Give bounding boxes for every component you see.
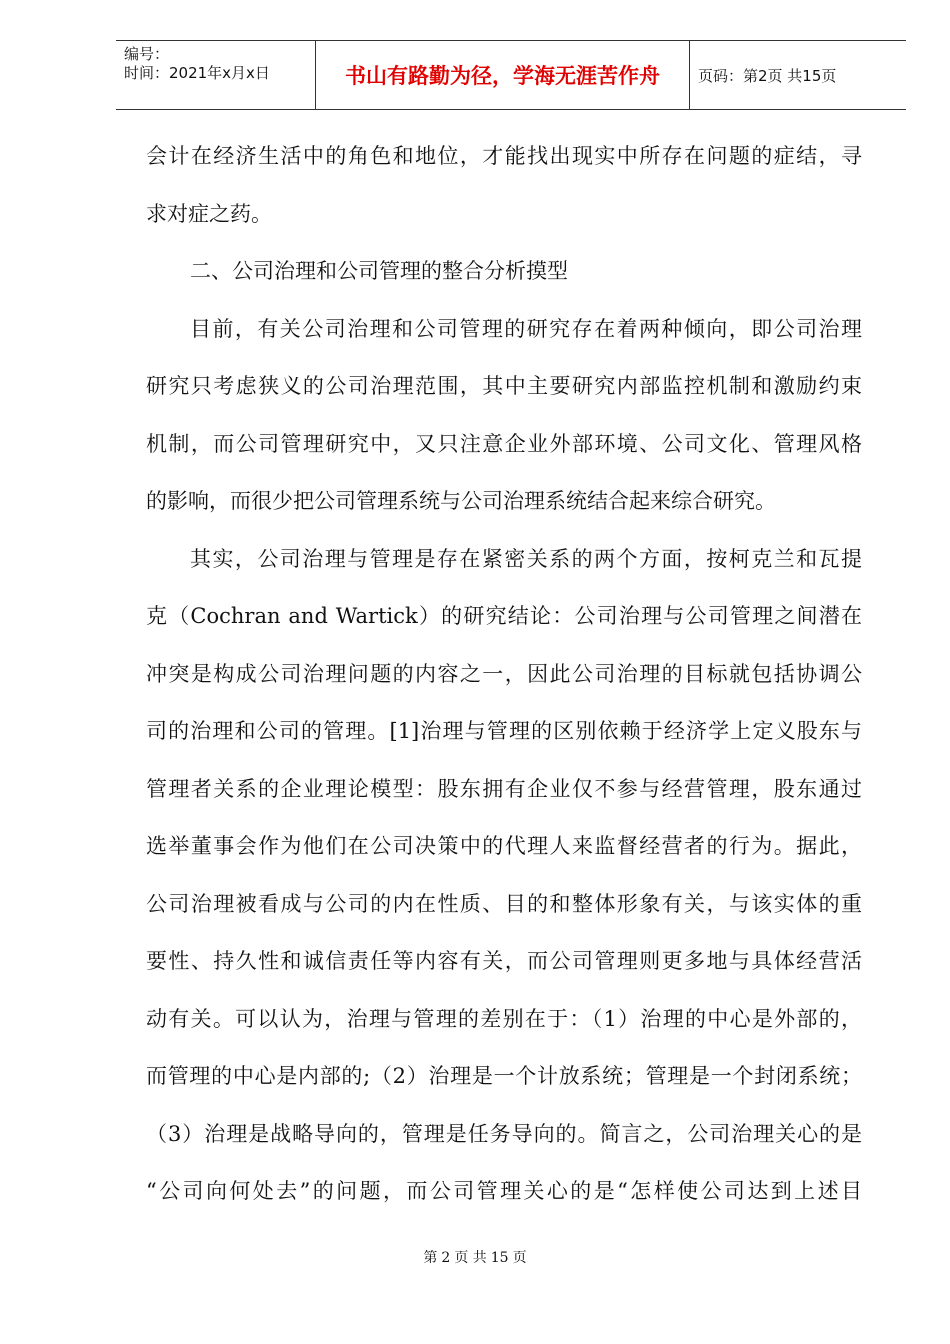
- section-heading: 二、公司治理和公司管理的整合分析摸型: [190, 259, 568, 283]
- document-body: [146, 128, 862, 1221]
- footer-total-pages: 15: [490, 1250, 509, 1266]
- text-line: 其实，公司治理与管理是存在紧密关系的两个方面，按柯克兰和瓦提: [190, 546, 862, 571]
- footer-mid: 页 共: [454, 1250, 487, 1266]
- text-line: 司的治理和公司的管理。[1]治理与管理的区别依赖于经济学上定义股东与: [146, 719, 862, 743]
- footer-prefix: 第: [423, 1250, 438, 1266]
- text-line: 冲突是构成公司治理问题的内容之一，因此公司治理的目标就包括协调公: [146, 661, 862, 686]
- text-line: “公司向何处去”的问题，而公司管理关心的是“怎样使公司达到上述目: [146, 1179, 862, 1203]
- text-line: 要性、持久性和诚信责任等内容有关，而公司管理则更多地与具体经营活: [146, 949, 862, 973]
- page-footer: [0, 1247, 950, 1267]
- text-line: 选举董事会作为他们在公司决策中的代理人来监督经营者的行为。据此，: [146, 834, 862, 858]
- document-number-label: 编号：: [124, 45, 170, 63]
- footer-suffix: 页: [512, 1250, 527, 1266]
- text-line: （3）治理是战略导向的，管理是任务导向的。简言之，公司治理关心的是: [146, 1121, 862, 1146]
- text-line: 求对症之药。: [146, 201, 272, 226]
- text-line: 管理者关系的企业理论模型：股东拥有企业仅不参与经营管理，股东通过: [146, 776, 862, 801]
- header-meta: [116, 41, 316, 109]
- header-page-info: 页码：第2页 共15页: [698, 66, 837, 85]
- header-table: [116, 40, 906, 110]
- text-line: 会计在经济生活中的角色和地位，才能找出现实中所存在问题的症结，寻: [146, 144, 862, 168]
- footer-page-number: 2: [441, 1250, 451, 1266]
- text-line: 克（Cochran and Wartick）的研究结论：公司治理与公司管理之间潜在: [146, 604, 862, 628]
- document-time-label: 时间：2021年x月x日: [124, 64, 270, 82]
- text-line: 机制，而公司管理研究中，又只注意企业外部环境、公司文化、管理风格: [146, 431, 862, 456]
- header-motto: 书山有路勤为径，学海无涯苦作舟: [316, 41, 690, 109]
- text-line: 而管理的中心是内部的;（2）治理是一个计放系统；管理是一个封闭系统；: [146, 1064, 862, 1088]
- text-line: 公司治理被看成与公司的内在性质、目的和整体形象有关，与该实体的重: [146, 891, 862, 916]
- text-line: 的影响，而很少把公司管理系统与公司治理系统结合起来综合研究。: [146, 489, 776, 513]
- text-line: 动有关。可以认为，治理与管理的差别在于：（1）治理的中心是外部的，: [146, 1006, 862, 1031]
- text-line: 研究只考虑狭义的公司治理范围，其中主要研究内部监控机制和激励约束: [146, 374, 862, 398]
- text-line: 目前，有关公司治理和公司管理的研究存在着两种倾向，即公司治理: [190, 316, 862, 341]
